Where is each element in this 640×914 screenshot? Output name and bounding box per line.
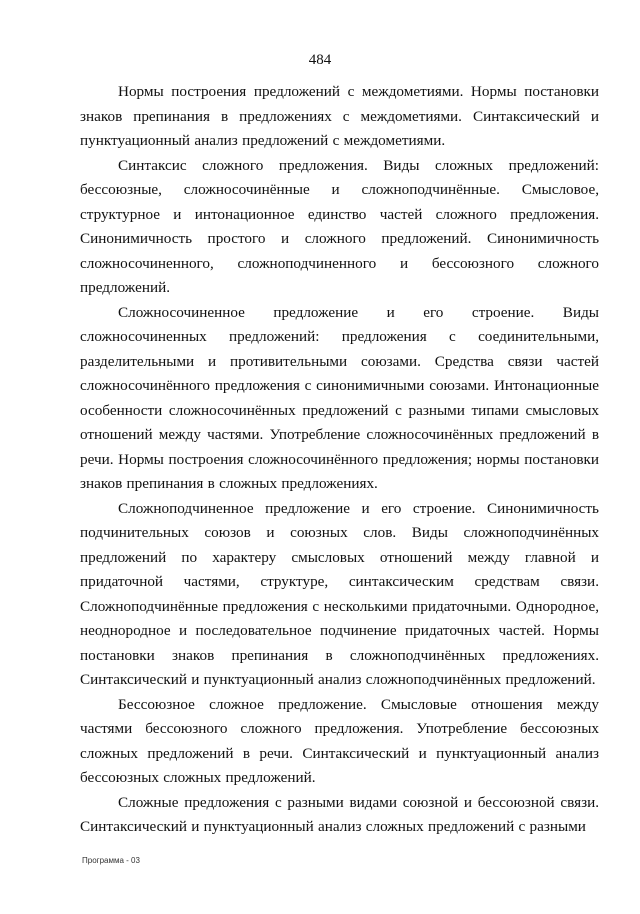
footer-note: Программа - 03 [82,856,140,865]
paragraph-complex-subordinate-sentence: Сложноподчиненное предложение и его строение. Синонимичность подчинительных союзов и союзных слов. Виды сложноподчинённых предложений по характеру смысловых отношений между главной и придаточной частями, структуре, синтаксическим средствам связи. Сложноподчинённые предложения с несколькими придаточными. Однородное, неоднородное и последовательное подчинение придаточных частей. Нормы постановки знаков препинания в сложноподчинённых предложениях. Синтаксический и пунктуационный анализ сложноподчинённых предложений. [80,499,599,688]
page-number: 484 [308,52,332,68]
body-text [80,80,599,840]
paragraph-compound-sentence: Сложносочиненное предложение и его строение. Виды сложносочиненных предложений: предложения с соединительными, разделительными и противительными союзами. Средства связи частей сложносочинённого предложения с синонимичными союзами. Интонационные особенности сложносочинённых предложений с разными типами смысловых отношений между частями. Употребление сложносочинённых предложений в речи. Нормы построения сложносочинённого предложения; нормы постановки знаков препинания в сложных предложениях. [80,303,599,492]
paragraph-mixed-connection-sentence: Сложные предложения с разными видами союзной и бессоюзной связи. Синтаксический и пунктуационный анализ сложных предложений с разными [80,793,599,835]
paragraph-interjection-norms: Нормы построения предложений с междометиями. Нормы постановки знаков препинания в предложениях с междометиями. Синтаксический и пунктуационный анализ предложений с междометиями. [80,83,599,149]
paragraph-asyndetic-sentence: Бессоюзное сложное предложение. Смысловые отношения между частями бессоюзного сложного предложения. Употребление бессоюзных сложных предложений в речи. Синтаксический и пунктуационный анализ бессоюзных сложных предложений. [80,695,599,786]
paragraph-complex-sentence-syntax: Синтаксис сложного предложения. Виды сложных предложений: бессоюзные, сложносочинённые и сложноподчинённые. Смысловое, структурное и интонационное единство частей сложного предложения. Синонимичность простого и сложного предложений. Синонимичность сложносочиненного, сложноподчиненного и бессоюзного сложного предложений. [80,156,599,296]
